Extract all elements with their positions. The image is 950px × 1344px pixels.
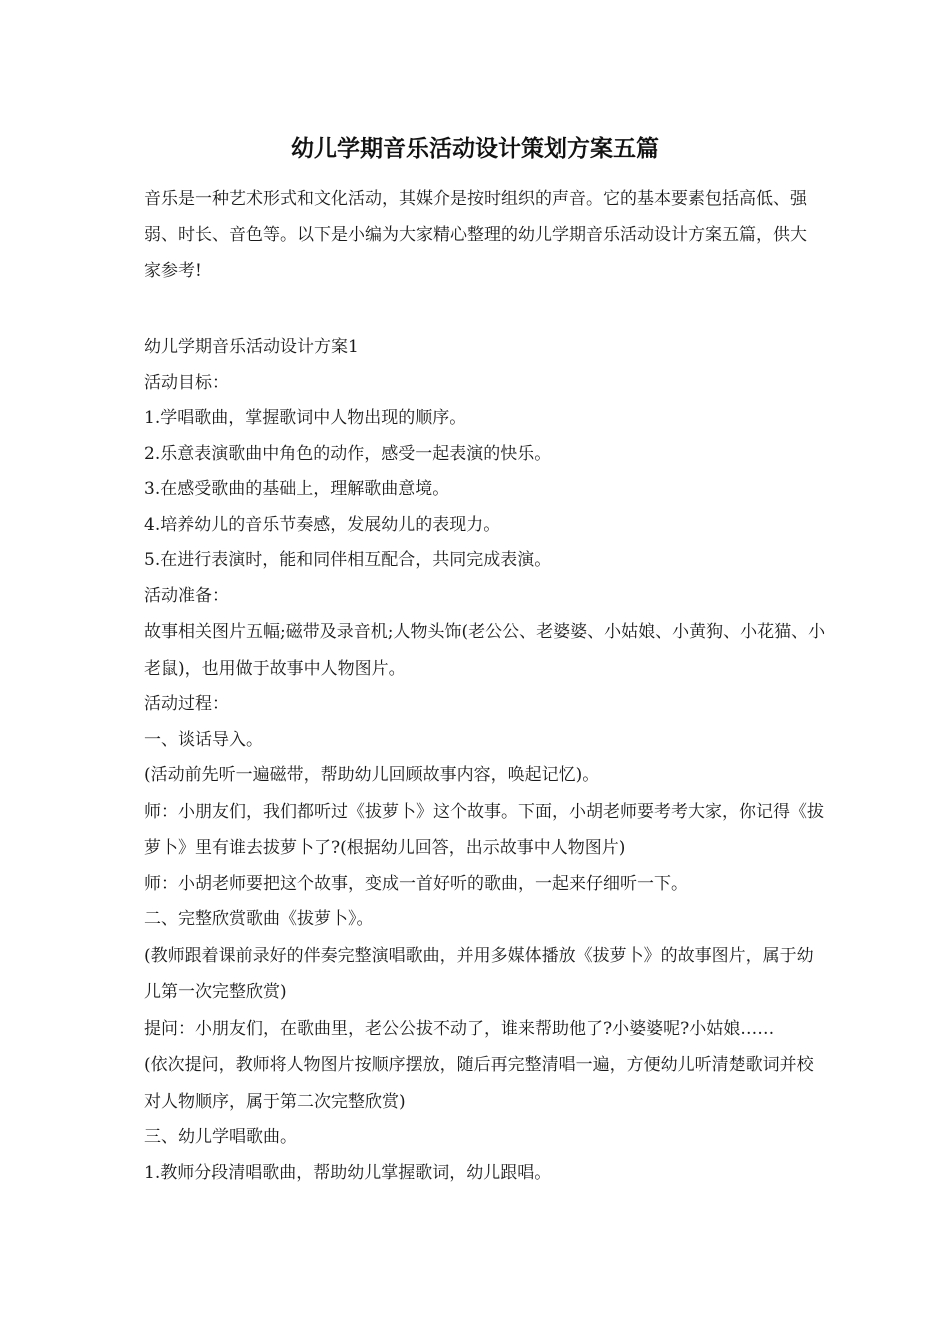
paragraph: (依次提问，教师将人物图片按顺序摆放，随后再完整清唱一遍，方便幼儿听清楚歌词并校对人物顺序，属于第二次完整欣赏) <box>144 1055 814 1112</box>
paragraph: 3.在感受歌曲的基础上，理解歌曲意境。 <box>144 479 450 499</box>
section-heading: 幼儿学期音乐活动设计方案1 <box>144 337 359 357</box>
intro-paragraph: 音乐是一种艺术形式和文化活动，其媒介是按时组织的声音。它的基本要素包括高低、强弱、时长、音色等。以下是小编为大家精心整理的幼儿学期音乐活动设计方案五篇，供大家参考! <box>144 189 807 281</box>
paragraph: 1.教师分段清唱歌曲，帮助幼儿掌握歌词，幼儿跟唱。 <box>144 1162 552 1183</box>
paragraph: 1.学唱歌曲，掌握歌词中人物出现的顺序。 <box>144 408 467 428</box>
document-body <box>144 330 826 1191</box>
paragraph: 三、幼儿学唱歌曲。 <box>144 1127 297 1147</box>
paragraph: 师：小胡老师要把这个故事，变成一首好听的歌曲，一起来仔细听一下。 <box>144 873 688 894</box>
paragraph: (教师跟着课前录好的伴奏完整演唱歌曲，并用多媒体播放《拔萝卜》的故事图片，属于幼儿第一次完整欣赏) <box>144 945 814 1002</box>
paragraph: 提问：小朋友们，在歌曲里，老公公拔不动了，谁来帮助他了?小婆婆呢?小姑娘…… <box>144 1018 775 1039</box>
document-title: 幼儿学期音乐活动设计策划方案五篇 <box>291 135 659 162</box>
paragraph: 一、谈话导入。 <box>144 729 263 750</box>
subheading: 活动准备： <box>144 585 229 606</box>
paragraph: (活动前先听一遍磁带，帮助幼儿回顾故事内容，唤起记忆)。 <box>144 765 600 785</box>
paragraph: 二、完整欣赏歌曲《拔萝卜》。 <box>144 909 374 929</box>
paragraph: 师：小朋友们，我们都听过《拔萝卜》这个故事。下面，小胡老师要考考大家，你记得《拔萝卜》里有谁去拔萝卜了?(根据幼儿回答，出示故事中人物图片) <box>144 801 824 858</box>
paragraph: 2.乐意表演歌曲中角色的动作，感受一起表演的快乐。 <box>144 443 552 464</box>
subheading: 活动过程： <box>144 694 229 714</box>
paragraph: 4.培养幼儿的音乐节奏感，发展幼儿的表现力。 <box>144 514 501 535</box>
subheading: 活动目标： <box>144 372 229 393</box>
paragraph: 故事相关图片五幅;磁带及录音机;人物头饰(老公公、老婆婆、小姑娘、小黄狗、小花猫、小老鼠)，也用做于故事中人物图片。 <box>144 622 826 679</box>
paragraph: 5.在进行表演时，能和同伴相互配合，共同完成表演。 <box>144 550 552 570</box>
